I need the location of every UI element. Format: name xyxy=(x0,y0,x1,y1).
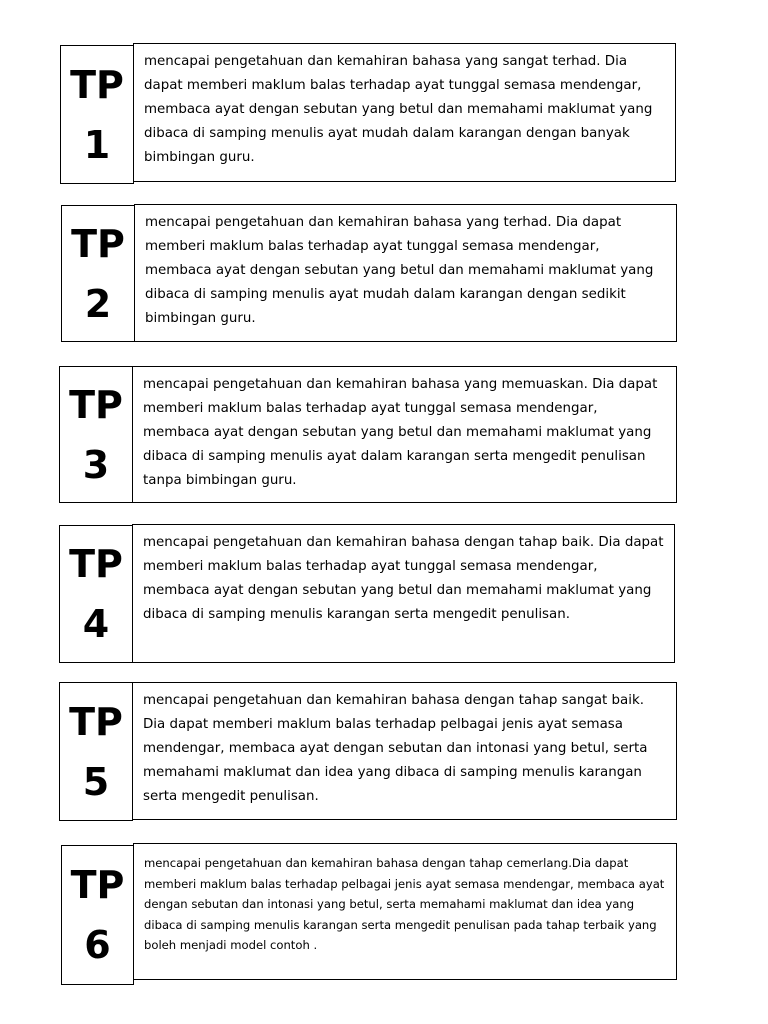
tp2-description: mencapai pengetahuan dan kemahiran bahasa yang terhad. Dia dapat memberi maklum balas terhadap ayat tunggal semasa mendengar, membaca ayat dengan sebutan yang betul dan memahami maklumat yang dibaca di samping menulis ayat mudah dalam karangan dengan sedikit bimbingan guru. xyxy=(145,215,654,326)
tp5-description: mencapai pengetahuan dan kemahiran bahasa dengan tahap sangat baik. Dia dapat memberi maklum balas terhadap pelbagai jenis ayat semasa mendengar, membaca ayat dengan sebutan dan intonasi yang betul, serta memahami maklumat dan idea yang dibaca di samping menulis karangan serta mengedit penulisan. xyxy=(143,693,648,804)
tp1-label xyxy=(60,45,134,184)
tp1-label-text: TP xyxy=(70,62,124,107)
tp5-label-text: TP xyxy=(69,699,123,744)
tp4-label xyxy=(59,525,133,663)
tp2-label xyxy=(61,205,135,342)
tp1-description-box xyxy=(133,43,676,182)
tp4-description-box xyxy=(132,524,675,663)
tp6-label xyxy=(61,845,134,985)
tp6-label-number: 6 xyxy=(84,923,111,967)
tp3-label xyxy=(59,366,133,503)
tp4-label-number: 4 xyxy=(82,602,110,646)
tp2-label-text: TP xyxy=(71,221,125,266)
tp6-label-text: TP xyxy=(70,863,125,907)
tp6-description-box xyxy=(133,843,677,980)
tp3-description-box xyxy=(132,366,677,503)
tp4-description: mencapai pengetahuan dan kemahiran bahasa dengan tahap baik. Dia dapat memberi maklum balas terhadap ayat tunggal semasa mendengar, membaca ayat dengan sebutan yang betul dan memahami maklumat yang dibaca di samping menulis karangan serta mengedit penulisan. xyxy=(143,535,664,622)
tp1-label-number: 1 xyxy=(83,122,111,167)
tp5-label xyxy=(59,682,133,821)
tp6-description: mencapai pengetahuan dan kemahiran bahasa dengan tahap cemerlang.Dia dapat memberi maklum balas terhadap pelbagai jenis ayat semasa mendengar, membaca ayat dengan sebutan dan intonasi yang betul, serta memahami maklumat dan idea yang dibaca di samping menulis karangan serta mengedit penulisan pada tahap terbaik yang boleh menjadi model contoh . xyxy=(144,856,665,952)
tp4-label-text: TP xyxy=(69,542,123,586)
tp3-label-text: TP xyxy=(69,382,123,427)
tp1-description: mencapai pengetahuan dan kemahiran bahasa yang sangat terhad. Dia dapat memberi maklum balas terhadap ayat tunggal semasa mendengar, membaca ayat dengan sebutan yang betul dan memahami maklumat yang dibaca di samping menulis ayat mudah dalam karangan dengan banyak bimbingan guru. xyxy=(144,54,653,165)
tp3-label-number: 3 xyxy=(82,442,110,487)
tp5-label-number: 5 xyxy=(82,759,110,804)
tp2-description-box xyxy=(134,204,677,342)
tp2-label-number: 2 xyxy=(84,281,112,326)
tp3-description: mencapai pengetahuan dan kemahiran bahasa yang memuaskan. Dia dapat memberi maklum balas terhadap ayat tunggal semasa mendengar, membaca ayat dengan sebutan yang betul dan memahami maklumat yang dibaca di samping menulis ayat dalam karangan serta mengedit penulisan tanpa bimbingan guru. xyxy=(143,377,658,488)
tp5-description-box xyxy=(132,682,677,820)
